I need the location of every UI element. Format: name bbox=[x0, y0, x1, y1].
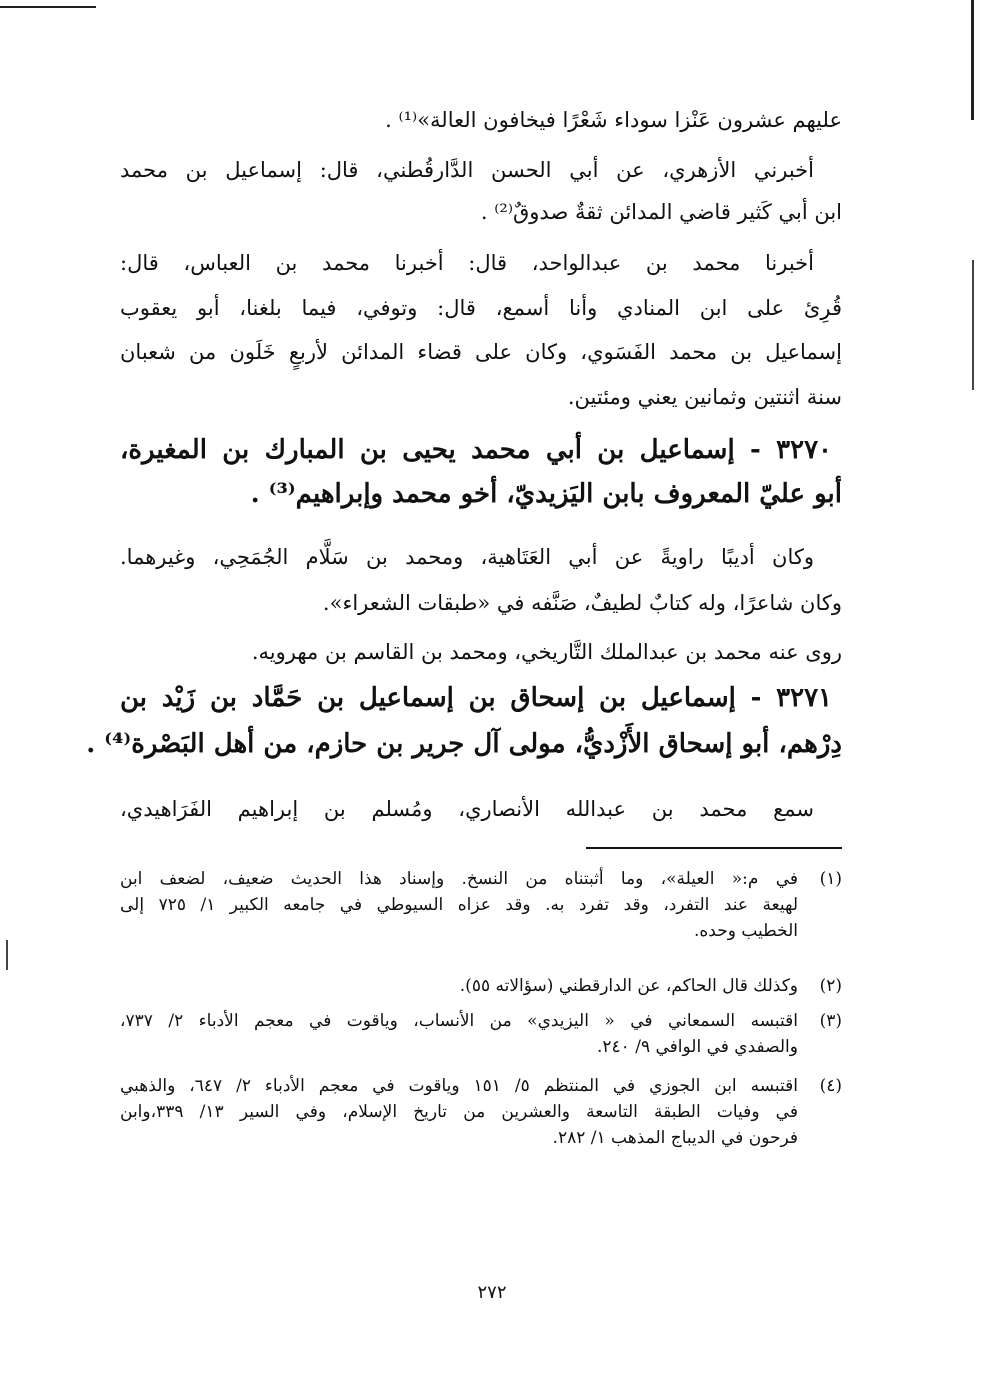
scan-edge-top bbox=[0, 6, 96, 8]
footnote-2 bbox=[120, 973, 842, 1001]
footnote-4-number: (٤) bbox=[819, 1076, 842, 1096]
body-line-10: روى عنه محمد بن عبدالملك التَّاريخي، ومحمد بن القاسم بن مهرويه. bbox=[251, 640, 842, 664]
entry-3270-heading-line-1: ٣٢٧٠ - إسماعيل بن أبي محمد يحيى بن المبارك بن المغيرة، bbox=[120, 435, 832, 465]
body-line-1: عليهم عشرون عَنْزا سوداء شَعْرًا فيخافون العالة»⁽¹⁾ . bbox=[385, 108, 842, 132]
body-line-4: أخبرنا محمد بن عبدالواحد، قال: أخبرنا محمد بن العباس، قال: bbox=[120, 251, 814, 275]
footnote-1-line-2: لهيعة عند التفرد، وقد تفرد به. وقد عزاه السيوطي في جامعه الكبير ١/ ٧٢٥ إلى bbox=[120, 895, 799, 915]
footnote-3-number: (٣) bbox=[819, 1011, 842, 1031]
footnote-4-line-2: في وفيات الطبقة التاسعة والعشرين من تاريخ الإسلام، وفي السير ١٣/ ٣٣٩،وابن bbox=[120, 1102, 798, 1122]
footnote-4-line-1: اقتبسه ابن الجوزي في المنتظم ٥/ ١٥١ وياقوت في معجم الأدباء ٢/ ٦٤٧، والذهبي bbox=[120, 1076, 798, 1096]
footnote-2-number: (٢) bbox=[819, 976, 842, 996]
body-line-9: وكان شاعرًا، وله كتابٌ لطيفٌ، صَنَّفه في «طبقات الشعراء». bbox=[322, 591, 842, 615]
footnote-1-line-1: في م:« العيلة»، وما أثبتناه من النسخ. وإسناد هذا الحديث ضعيف، لضعف ابن bbox=[120, 869, 798, 889]
footnote-1-line-3: الخطيب وحده. bbox=[693, 921, 798, 941]
page-number: ٢٧٢ bbox=[477, 1282, 507, 1303]
body-line-11: سمع محمد بن عبدالله الأنصاري، ومُسلم بن إبراهيم الفَرَاهيدي، bbox=[120, 797, 814, 821]
footnote-3-line-1: اقتبسه السمعاني في « اليزيدي» من الأنساب، وياقوت في معجم الأدباء ٢/ ٧٣٧، bbox=[120, 1011, 798, 1031]
body-line-3: ابن أبي كَثير قاضي المدائن ثقةٌ صدوقٌ⁽²⁾ . bbox=[480, 200, 842, 224]
footnote-1-number: (١) bbox=[819, 869, 842, 889]
scan-edge-right-lower bbox=[972, 260, 974, 390]
body-line-5: قُرِئ على ابن المنادي وأنا أسمع، قال: وتوفي، فيما بلغنا، أبو يعقوب bbox=[120, 296, 842, 320]
entry-3271-heading-line-2: دِرْهم، أبو إسحاق الأَزْديُّ، مولى آل جرير بن حازم، من أهل البَصْرة⁽⁴⁾ . bbox=[86, 729, 842, 759]
footnote-3 bbox=[120, 1008, 842, 1064]
footnote-4-line-3: فرحون في الديباج المذهب ١/ ٢٨٢. bbox=[552, 1128, 798, 1148]
footnotes bbox=[86, 0, 842, 1250]
scan-edge-left bbox=[6, 940, 8, 970]
scan-edge-right bbox=[971, 0, 974, 120]
footnote-3-line-2: والصفدي في الوافي ٩/ ٢٤٠. bbox=[597, 1037, 798, 1057]
footnote-4 bbox=[120, 1073, 842, 1155]
footnote-1 bbox=[120, 866, 842, 946]
body-line-8: وكان أديبًا راويةً عن أبي العَتَاهية، ومحمد بن سَلَّام الجُمَحِي، وغيرهما. bbox=[120, 545, 814, 569]
body-line-2: أخبرني الأزهري، عن أبي الحسن الدَّارقُطني، قال: إسماعيل بن محمد bbox=[120, 158, 814, 182]
entry-3270-heading-line-2: أبو عليّ المعروف بابن اليَزيديّ، أخو محمد وإبراهيم⁽³⁾ . bbox=[250, 479, 842, 509]
footnote-2-line-1: وكذلك قال الحاكم، عن الدارقطني (سؤالاته ٥٥). bbox=[459, 976, 798, 996]
body-line-7: سنة اثنتين وثمانين يعني ومئتين. bbox=[567, 385, 842, 409]
body-line-6: إسماعيل بن محمد الفَسَوي، وكان على قضاء المدائن لأربعٍ خَلَون من شعبان bbox=[120, 340, 842, 364]
entry-3271-heading-line-1: ٣٢٧١ - إسماعيل بن إسحاق بن إسماعيل بن حَمَّاد بن زَيْد بن bbox=[120, 683, 832, 713]
